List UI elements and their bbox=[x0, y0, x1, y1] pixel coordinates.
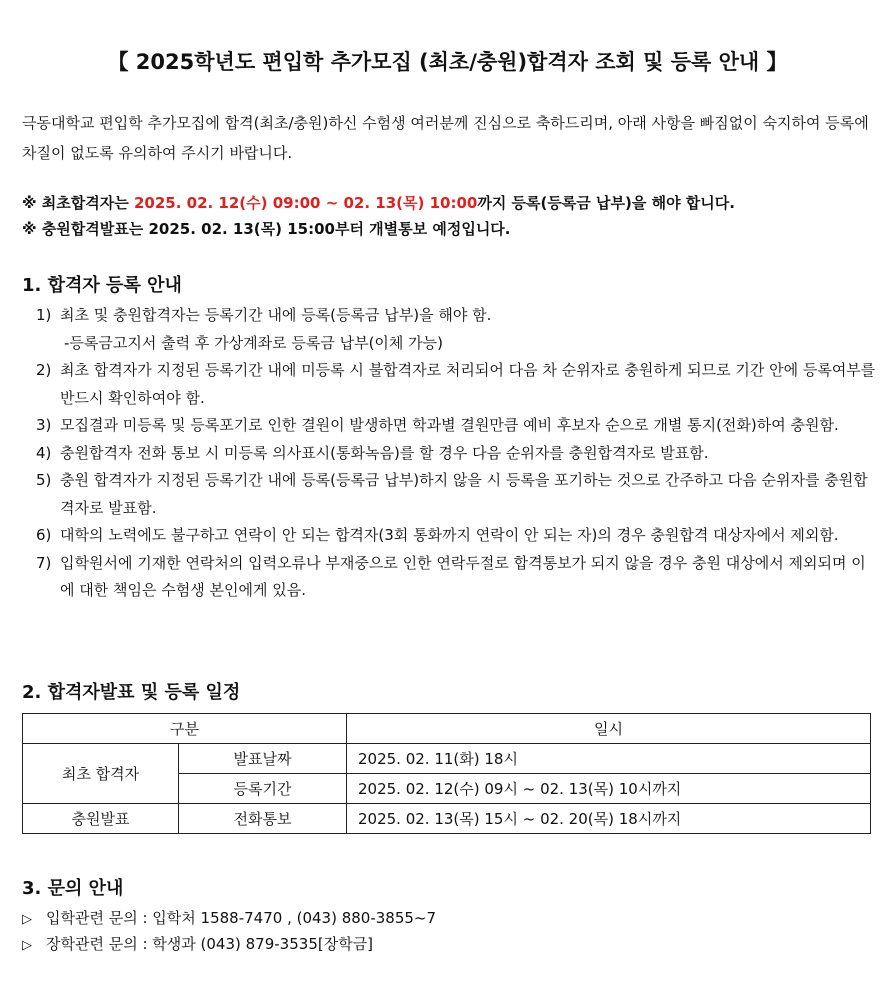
contact-text: 입학관련 문의 : 입학처 1588-7470 , (043) 880-3855~7 bbox=[46, 909, 437, 927]
table-cell-group: 충원발표 bbox=[23, 804, 179, 834]
table-header-datetime: 일시 bbox=[347, 714, 871, 744]
table-cell-sub: 전화통보 bbox=[179, 804, 347, 834]
page-title: 【 2025학년도 편입학 추가모집 (최초/충원)합격자 조회 및 등록 안내 】 bbox=[107, 50, 788, 74]
section1-list bbox=[36, 302, 876, 605]
table-row bbox=[23, 804, 871, 834]
table-header-category: 구분 bbox=[23, 714, 347, 744]
table-cell-sub: 등록기간 bbox=[179, 774, 347, 804]
list-item bbox=[36, 467, 876, 522]
notice-additional-announcement: ※ 충원합격발표는 2025. 02. 13(목) 15:00부터 개별통보 예정입니다. bbox=[22, 220, 511, 238]
contact-scholarship bbox=[22, 933, 373, 954]
table-header-row bbox=[23, 714, 871, 744]
notice-first-prefix: ※ 최초합격자는 bbox=[22, 194, 134, 212]
table-row bbox=[23, 744, 871, 774]
list-item-text: 충원 합격자가 지정된 등록기간 내에 등록(등록금 납부)하지 않을 시 등록을 포기하는 것으로 간주하고 다음 순위자를 충원합격자로 발표함. bbox=[60, 471, 868, 517]
list-item-text: 충원합격자 전화 통보 시 미등록 의사표시(통화녹음)를 할 경우 다음 순위자를 충원합격자로 발표함. bbox=[60, 443, 709, 462]
list-item-text: 모집결과 미등록 및 등록포기로 인한 결원이 발생하면 학과별 결원만큼 예비 후보자 순으로 개별 통지(전화)하여 충원함. bbox=[60, 416, 839, 434]
list-item-text: 최초 및 충원합격자는 등록기간 내에 등록(등록금 납부)을 해야 함. bbox=[60, 306, 492, 324]
triangle-bullet-icon: ▷ bbox=[22, 912, 32, 927]
list-item-text: 최초 합격자가 지정된 등록기간 내에 미등록 시 불합격자로 처리되어 다음 차 순위자로 충원하게 되므로 기간 안에 등록여부를 반드시 확인하여야 함. bbox=[60, 361, 876, 407]
list-item bbox=[36, 522, 876, 550]
list-item-text: 입학원서에 기재한 연락처의 입력오류나 부재중으로 인한 연락두절로 합격통보가 되지 않을 경우 충원 대상에서 제외되며 이에 대한 책임은 수험생 본인에게 있음. bbox=[60, 553, 866, 599]
list-item-subtext: -등록금고지서 출력 후 가상계좌로 등록금 납부(이체 가능) bbox=[64, 333, 443, 352]
list-item-number: 6) bbox=[36, 526, 52, 544]
list-item-number: 7) bbox=[36, 553, 52, 572]
intro-paragraph: 극동대학교 편입학 추가모집에 합격(최초/충원)하신 수험생 여러분께 진심으로 축하드리며, 아래 사항을 빠짐없이 숙지하여 등록에 차질이 없도록 유의하여 주시기 바랍니다. bbox=[22, 114, 869, 162]
list-item bbox=[36, 357, 876, 412]
table-cell-date: 2025. 02. 11(화) 18시 bbox=[347, 744, 871, 774]
section1-title: 1. 합격자 등록 안내 bbox=[22, 275, 182, 296]
triangle-bullet-icon: ▷ bbox=[22, 938, 32, 953]
notice-first-suffix: 까지 등록(등록금 납부)을 해야 합니다. bbox=[477, 194, 735, 212]
table-cell-date: 2025. 02. 13(목) 15시 ~ 02. 20(목) 18시까지 bbox=[347, 804, 871, 834]
list-item bbox=[36, 302, 876, 357]
table-cell-date: 2025. 02. 12(수) 09시 ~ 02. 13(목) 10시까지 bbox=[347, 774, 871, 804]
list-item-text: 대학의 노력에도 불구하고 연락이 안 되는 합격자(3회 통화까지 연락이 안 되는 자)의 경우 충원합격 대상자에서 제외함. bbox=[60, 526, 839, 544]
section2-title: 2. 합격자발표 및 등록 일정 bbox=[22, 682, 241, 703]
table-cell-group: 최초 합격자 bbox=[23, 744, 179, 804]
list-item-number: 1) bbox=[36, 306, 52, 324]
schedule-table bbox=[22, 713, 871, 834]
list-item-number: 4) bbox=[36, 443, 52, 462]
table-cell-sub: 발표날짜 bbox=[179, 744, 347, 774]
contact-admission bbox=[22, 907, 436, 928]
list-item bbox=[36, 412, 876, 440]
contact-text: 장학관련 문의 : 학생과 (043) 879-3535[장학금] bbox=[46, 935, 374, 953]
list-item bbox=[36, 550, 876, 605]
notice-first-registration bbox=[22, 192, 735, 213]
list-item-number: 5) bbox=[36, 471, 52, 489]
section3-title: 3. 문의 안내 bbox=[22, 878, 124, 899]
list-item bbox=[36, 440, 876, 468]
list-item-number: 2) bbox=[36, 361, 52, 379]
notice-first-highlight: 2025. 02. 12(수) 09:00 ~ 02. 13(목) 10:00 bbox=[133, 194, 478, 212]
list-item-number: 3) bbox=[36, 416, 52, 434]
